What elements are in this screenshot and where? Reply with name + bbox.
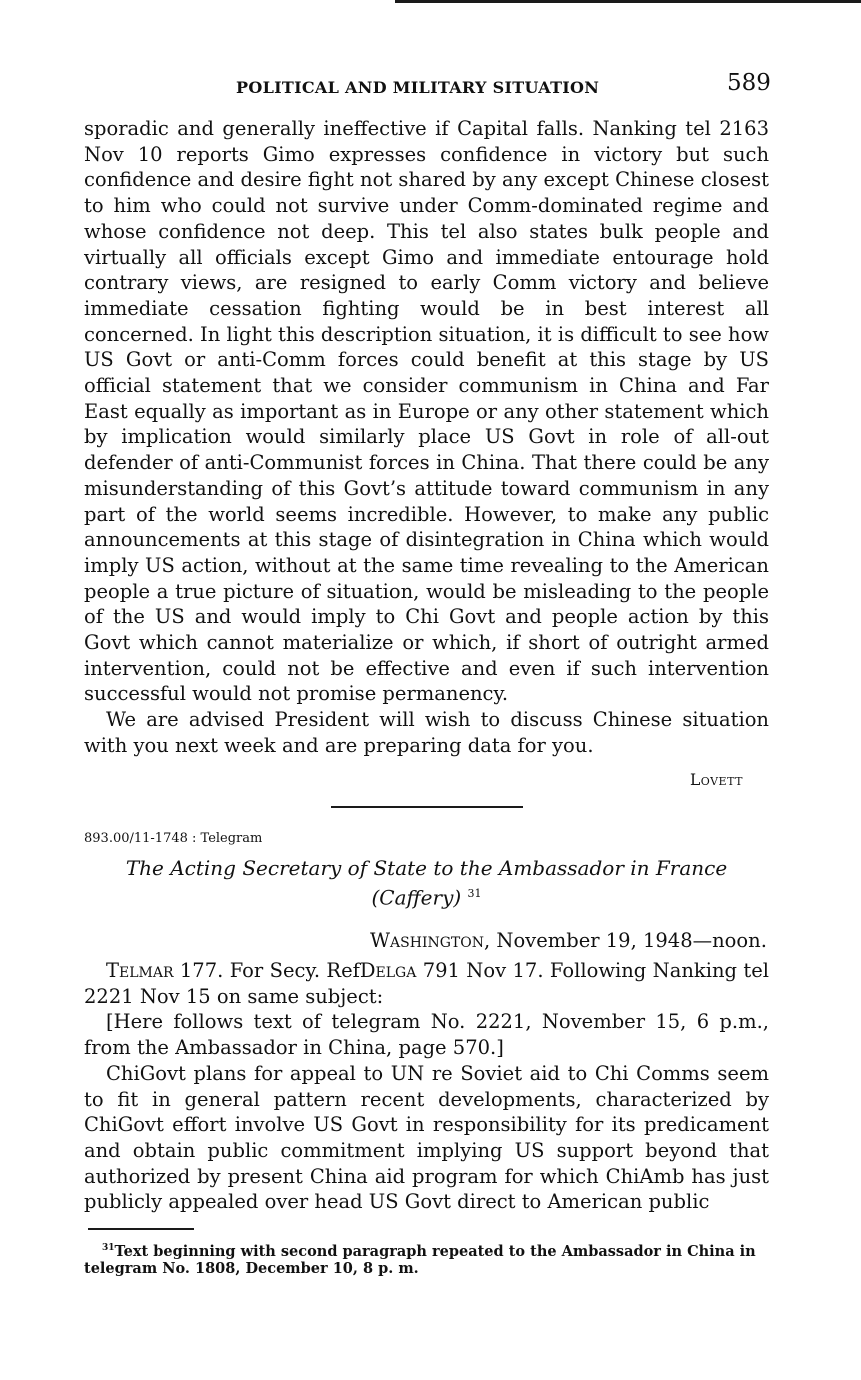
section-divider: [331, 806, 523, 808]
document-title-line-1: The Acting Secretary of State to the Ambassador in France: [125, 856, 728, 880]
page-number: 589: [727, 70, 771, 96]
telegram-paragraph-2: [Here follows text of telegram No. 2221, November 15, 6 p.m., from the Ambassador in China, page 570.]: [84, 1010, 769, 1060]
running-title: POLITICAL AND MILITARY SITUATION: [236, 78, 600, 97]
delga-code: Delga: [359, 959, 417, 982]
telegram-body: [84, 958, 769, 1215]
footnote-text: Text beginning with second paragraph repeated to the Ambassador in China in telegram No. 1808, December 10, 8 p. m.: [84, 1242, 756, 1277]
footnote-rule: [88, 1228, 194, 1230]
telegram-paragraph-1-text-a: 177. For Secy. Ref: [173, 959, 360, 982]
footnote: [84, 1240, 774, 1277]
signature: Lovett: [690, 771, 743, 789]
file-reference: 893.00/11-1748 : Telegram: [84, 831, 263, 846]
running-head: [0, 70, 861, 104]
telegram-paragraph-1-text-b: 791 Nov 17. Following Nanking tel 2221 Nov 15 on same subject:: [84, 959, 769, 1008]
dateline-place: Washington: [370, 929, 484, 952]
document-title: [84, 856, 769, 911]
continuation-text: [84, 116, 769, 759]
telmar-code: Telmar: [106, 959, 174, 982]
dateline: [370, 929, 767, 952]
top-rule: [395, 0, 861, 3]
footnote-mark: 31: [102, 1243, 115, 1253]
continuation-paragraph: sporadic and generally ineffective if Capital falls. Nanking tel 2163 Nov 10 reports Gimo expresses confidence in victory but such confidence and desire fight not shared by any except Chinese closest to him who could not survive under Comm-dominated regime and whose confidence not deep. This tel also states bulk people and virtually all officials except Gimo and immediate entourage hold contrary views, are resigned to early Comm victory and believe immediate cessation fighting would be in best interest all concerned. In light this description situation, it is difficult to see how US Govt or anti-Comm forces could benefit at this stage by US official statement that we consider communism in China and Far East equally as important as in Europe or any other statement which by implication would similarly place US Govt in role of all-out defender of anti-Communist forces in China. That there could be any misunderstanding of this Govt’s attitude toward communism in any part of the world seems incredible. However, to make any public announcements at this stage of disintegration in China which would imply US action, without at the same time revealing to the American people a true picture of situation, would be misleading to the people of the US and would imply to Chi Govt and people action by this Govt which cannot materialize or which, if short of outright armed intervention, could not be effective and even if such intervention successful would not promise permanency.: [84, 117, 769, 706]
recipient-name: (Caffery): [371, 885, 462, 910]
document-title-line-2: [84, 881, 769, 911]
advisory-paragraph: We are advised President will wish to discuss Chinese situation with you next week and are preparing data for you.: [84, 708, 769, 757]
telegram-paragraph-3: ChiGovt plans for appeal to UN re Soviet aid to Chi Comms seem to fit in general pattern recent developments, characterized by ChiGovt effort involve US Govt in responsibility for its predicament and obtain public commitment implying US support beyond that authorized by present China aid program for which ChiAmb has just publicly appealed over head US Govt direct to American public: [84, 1061, 769, 1214]
telegram-paragraph-1: [84, 958, 769, 1009]
dateline-date: , November 19, 1948—noon.: [483, 929, 767, 952]
footnote-reference: 31: [467, 887, 482, 900]
